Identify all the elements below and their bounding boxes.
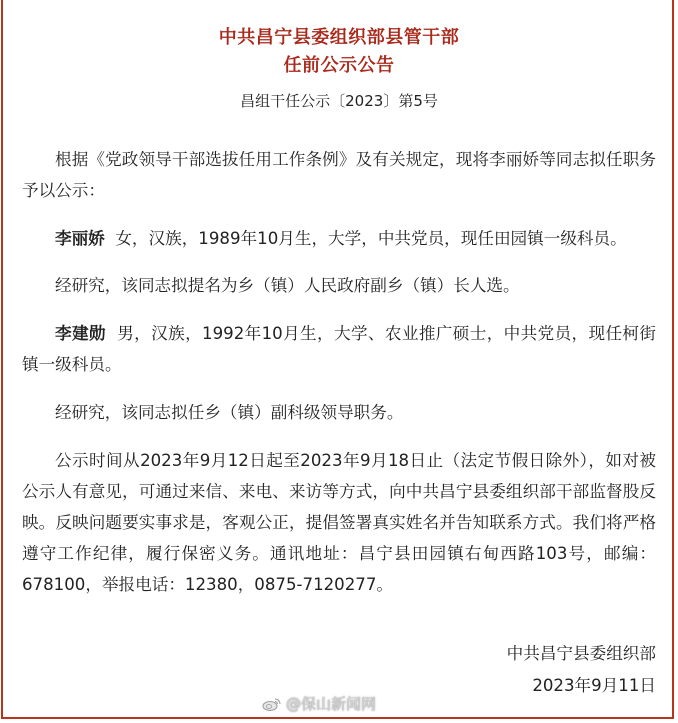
- notice-paragraph: 公示时间从2023年9月12日起至2023年9月18日止（法定节假日除外），如对被公示人有意见，可通过来信、来电、来访等方式，向中共昌宁县委组织部干部监督股反映。反映问题要实事求是，客观公正，提倡签署真实姓名并告知联系方式。我们将严格遵守工作纪律，履行保密义务。通讯地址：昌宁县田园镇右甸西路103号，邮编：678100，举报电话：12380，0875-7120277。: [22, 451, 656, 594]
- nomination-paragraph: 经研究，该同志拟任乡（镇）副科级领导职务。: [55, 403, 404, 422]
- candidate-paragraph: [22, 318, 656, 380]
- page-title-line1: 中共昌宁县委组织部县管干部: [218, 27, 460, 48]
- nomination-paragraph: 经研究，该同志拟提名为乡（镇）人民政府副乡（镇）长人选。: [55, 276, 520, 295]
- candidate-name: 李建勋: [55, 324, 106, 343]
- signature-organization: 中共昌宁县委组织部: [506, 644, 656, 663]
- candidate-details: 男，汉族，1992年10月生，大学、农业推广硕士，中共党员，现任柯街镇一级科员。: [22, 324, 656, 374]
- intro-paragraph: 根据《党政领导干部选拔任用工作条例》及有关规定，现将李丽娇等同志拟任职务予以公示：: [22, 150, 656, 200]
- candidate-details: 女，汉族，1989年10月生，大学，中共党员，现任田园镇一级科员。: [115, 229, 627, 248]
- page-title-line2: 任前公示公告: [283, 55, 395, 76]
- candidate-paragraph: [22, 223, 656, 254]
- signature-date: 2023年9月11日: [532, 676, 656, 695]
- weibo-icon: [262, 697, 282, 711]
- watermark: [262, 693, 376, 714]
- document-number: 昌组干任公示〔2023〕第5号: [240, 92, 438, 110]
- candidate-name: 李丽娇: [55, 229, 105, 248]
- watermark-text: @保山新闻网: [286, 695, 377, 713]
